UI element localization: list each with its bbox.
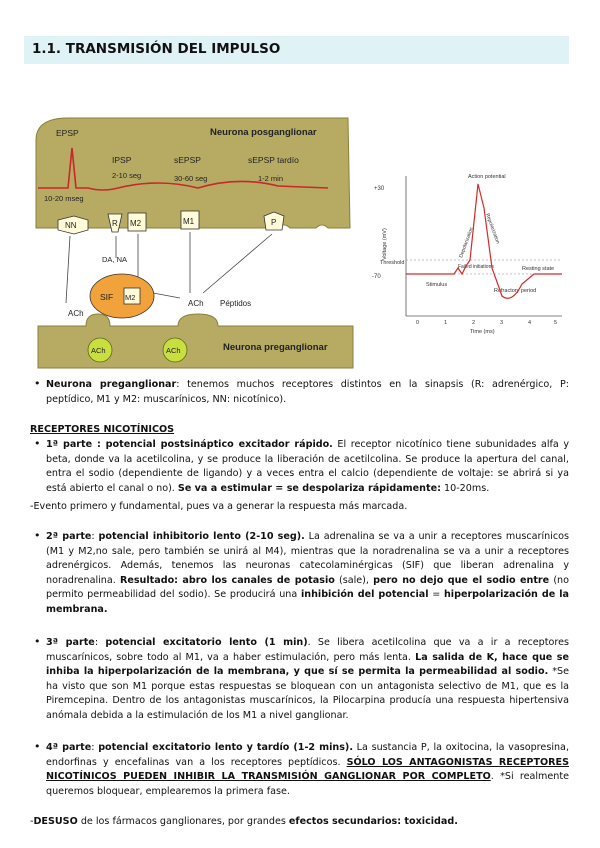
ipsp-label: IPSP (112, 155, 132, 165)
repolarization-label: Repolarization (484, 212, 501, 245)
sepsp-label: sEPSP (174, 155, 201, 165)
svg-text:SIF: SIF (100, 292, 114, 302)
ipsp-time: 2-10 seg (112, 171, 142, 180)
section-title: 1.1. TRANSMISIÓN DEL IMPULSO (32, 41, 281, 57)
nicotinic-heading: RECEPTORES NICOTÍNICOS (30, 424, 175, 435)
receptor-p (264, 212, 284, 230)
depolarization-label: Depolarization (458, 226, 475, 259)
receptor-m2 (128, 213, 146, 231)
ach-vesicle-right (163, 338, 187, 362)
svg-text:M2: M2 (125, 293, 136, 302)
svg-text:ACh: ACh (166, 346, 181, 355)
x-tick-1: 1 (444, 320, 448, 326)
da-na-label: DA, NA (102, 255, 128, 264)
svg-text:M2: M2 (130, 219, 142, 228)
intro-paragraph: Neurona preganglionar: tenemos muchos receptores distintos en la sinapsis (R: adrenérgico, P: peptídico, M1 y M2: muscarínicos, NN: nicotínico). (46, 379, 569, 405)
post-neuron-label: Neurona posganglionar (210, 127, 317, 138)
receptor-m1 (181, 211, 199, 229)
part1-paragraph: 1ª parte : potencial postsináptico excitador rápido. El receptor nicotínico tiene subunidades alfa y beta, donde va la acetilcolina, y se produce la liberación de acetilcolina. Se produce la apertura del canal, entra el sodio (dependiente de ligando) y a veces entra el calcio (dependiente de voltaje: se abrirá si ya está abierto el canal o no). Se va a estimular = se despolariza rápidamente: 10-20ms. (46, 439, 569, 494)
svg-text:P: P (271, 218, 277, 227)
x-tick-5: 5 (554, 320, 558, 326)
part2-paragraph: 2ª parte: potencial inhibitorio lento (2-10 seg). La adrenalina se va a unir a receptores muscarínicos (M1 y M2,no sale, pero también se unirá al M4), mientras que la noradrenalina se va a unir a receptores adrenérgicos. Además, tenemos las neuronas catecolaminérgicas (SIF) que liberan adrenalina y noradrenalina. Resultado: abro los canales de potasio (sale), pero no dejo que el sodio entre (no permito permeabilidad del sodio). Se producirá una inhibición del potencial = hiperpolarización de la membrana. (46, 531, 570, 615)
ach-center: ACh (188, 299, 204, 308)
receptor-nn (58, 216, 88, 234)
part4-paragraph: 4ª parte: potencial excitatorio lento y tardío (1-2 mins). La sustancia P, la oxitocina, la vasopresina, endorfinas y encefalinas van a los receptores peptídicos. SÓLO LOS ANTAGONISTAS RECEPTORES NICOTÍNICOS PUEDEN INHIBIR LA TRANSMISIÓN GANGLIONAR POR COMPLETO. *Si realmente queremos bloquear, emplearemos la primera fase. (46, 742, 570, 797)
resting-label: Resting state (522, 266, 555, 272)
sepsp-late-label: sEPSP tardío (248, 155, 299, 165)
bullet-p4: • (34, 740, 41, 753)
x-tick-4: 4 (528, 320, 532, 326)
final-paragraph: -DESUSO de los fármacos ganglionares, por grandes efectos secundarios: toxicidad. (30, 816, 458, 827)
svg-text:NN: NN (65, 221, 77, 230)
bullet-p3: • (34, 635, 41, 648)
sif-cell (90, 274, 154, 318)
y-axis-label: Voltage (mV) (382, 228, 388, 260)
part3-paragraph: 3ª parte: potencial excitatorio lento (1 min). Se libera acetilcolina que va a ir a receptores muscarínicos, sobre todo al M1, va a haber estimulación, pero más lenta. La salida de K, hace que se inhiba la hiperpolarización de la membrana, y que sí se permita la permeabilidad al sodio. *Se ha visto que son M1 porque estas respuestas se bloquean con un antagonista selectivo de M1, que es la Piremcepina. Dentro de los antagonistas muscarínicos, la Pilocarpina producía una respuesta hipertensiva anómala debida a la estimulación de los M1 a nivel ganglionar. (46, 637, 570, 721)
y-top-label: +30 (374, 186, 385, 192)
action-potential-graph (366, 168, 566, 338)
section-header (24, 36, 569, 64)
bullet-p1: • (34, 437, 41, 450)
svg-text:M1: M1 (183, 217, 195, 226)
x-tick-3: 3 (500, 320, 504, 326)
part1-note: -Evento primero y fundamental, pues va a generar la respuesta más marcada. (30, 501, 408, 512)
ach-left: ACh (68, 309, 84, 318)
stimulus-label: Stimulus (426, 282, 448, 288)
pre-neuron-label: Neurona preganglionar (223, 342, 328, 353)
sepsp-late-time: 1-2 min (258, 174, 284, 183)
ganglion-diagram (28, 88, 358, 370)
epsp-time: 10-20 mseg (44, 194, 84, 203)
x-tick-0: 0 (416, 320, 420, 326)
y-bottom-label: -70 (372, 274, 381, 280)
sepsp-time: 30-60 seg (174, 174, 208, 183)
epsp-label: EPSP (56, 128, 79, 138)
peptidos-label: Péptidos (220, 299, 252, 308)
failed-label: Failed initiations (458, 264, 494, 270)
x-axis-label: Time (ms) (470, 329, 495, 335)
action-potential-label: Action potential (468, 174, 506, 180)
x-tick-2: 2 (472, 320, 476, 326)
svg-text:R: R (112, 219, 118, 228)
refractory-label: Refractory period (494, 288, 537, 294)
bullet-p2: • (34, 529, 41, 542)
svg-text:ACh: ACh (91, 346, 106, 355)
ach-vesicle-left (88, 338, 112, 362)
bullet-intro: • (34, 377, 41, 390)
threshold-label: Threshold (380, 260, 405, 266)
